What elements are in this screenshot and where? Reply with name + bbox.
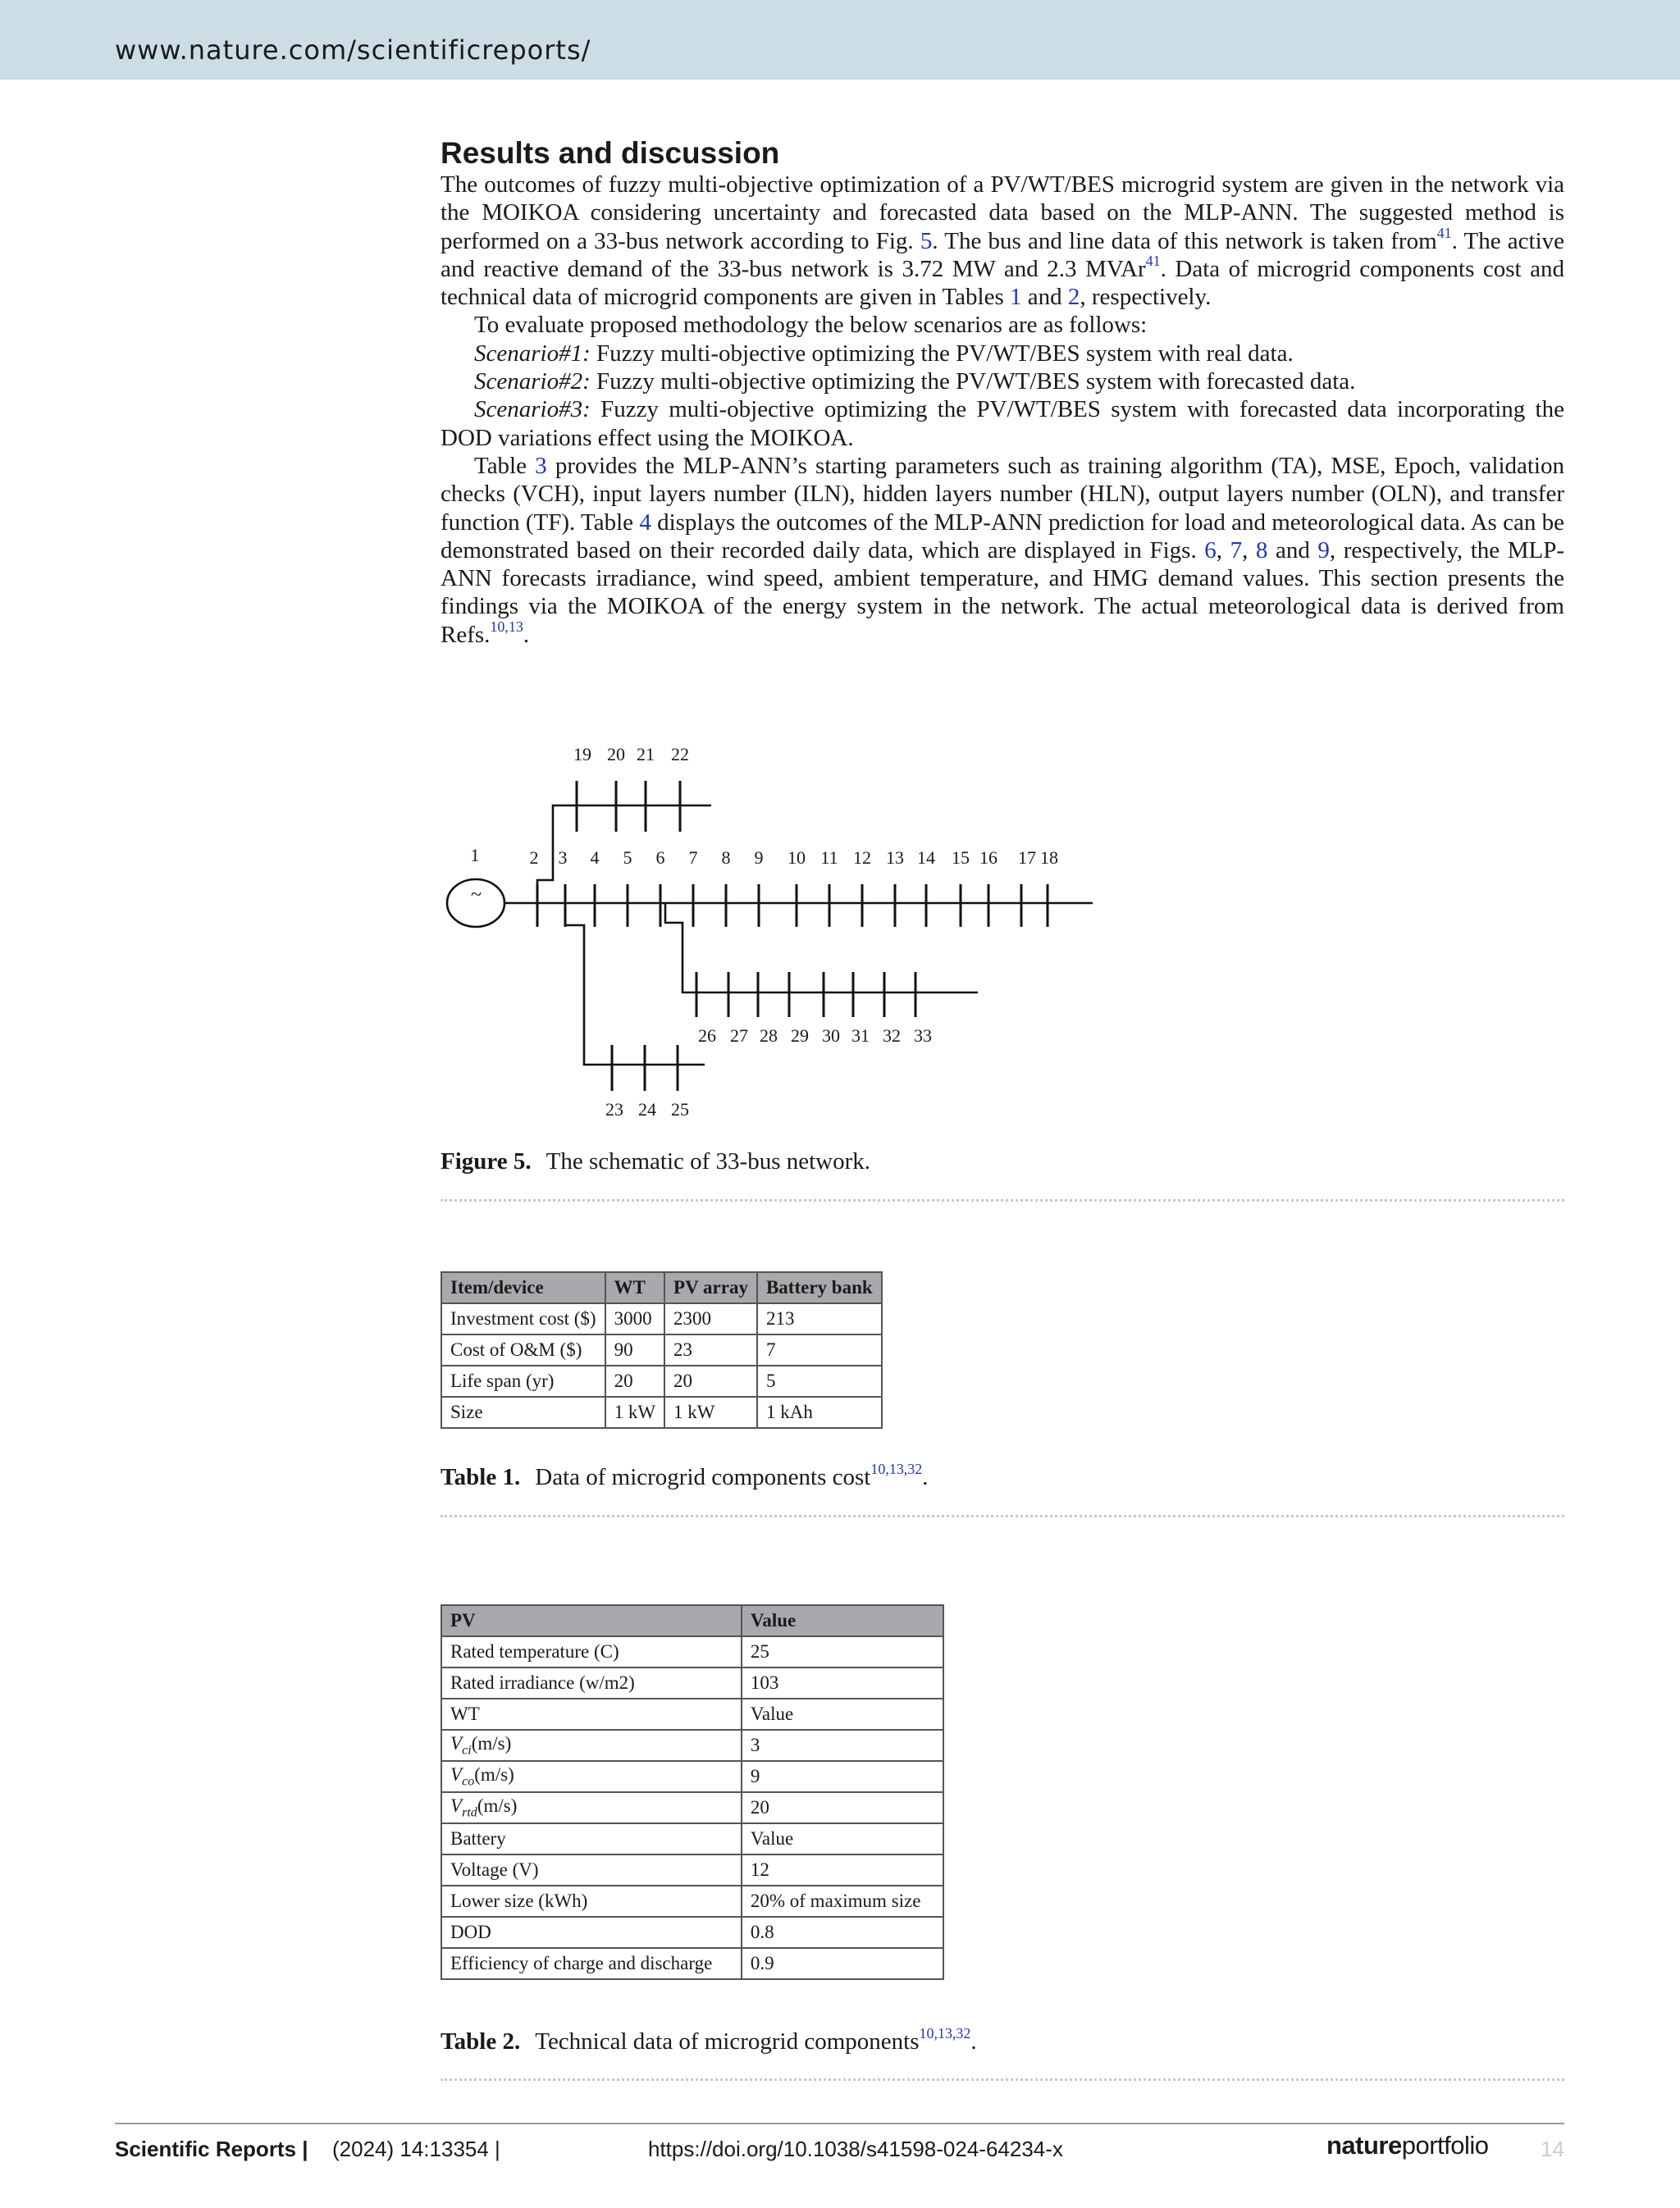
bus-label: 7 [688, 847, 698, 868]
text-run: . [922, 1464, 929, 1490]
table-cell: Rated irradiance (w/m2) [441, 1667, 742, 1699]
paragraph-1 [441, 171, 1564, 311]
table-cell: 20 [664, 1366, 757, 1397]
caption-label: Table 1. [441, 1464, 521, 1490]
table-cell: 3000 [605, 1303, 664, 1334]
bus-label: 32 [883, 1025, 901, 1046]
table-cell: 0.9 [742, 1948, 943, 1979]
separator [441, 1515, 1564, 1517]
paragraph-4 [441, 452, 1564, 649]
footer-journal: Scientific Reports | [115, 2137, 308, 2161]
table-row [441, 1761, 943, 1792]
figure-link[interactable]: 6 [1204, 536, 1217, 563]
header-url[interactable]: www.nature.com/scientificreports/ [115, 34, 591, 66]
text-run: provides the MLP-ANN’s starting parameters such as training algorithm (TA), MSE, Epoch, validation checks (VCH), input layers number (ILN), hidden layers number (HLN), output layers number (OLN), and transfer function (TF). Table [441, 452, 1564, 536]
text-run: The outcomes of fuzzy multi-objective optimization of a PV/WT/BES microgrid system are given in the network via the MOIKOA considering uncertainty and forecasted data based on the MLP-ANN. The suggested method is performed on a 33-bus network according to Fig. [441, 171, 1564, 254]
paragraph-2: To evaluate proposed methodology the below scenarios are as follows: [474, 312, 1148, 339]
bus-label: 27 [730, 1025, 748, 1046]
text-run: , respectively. [1080, 284, 1212, 311]
table-header-cell: WT [605, 1272, 664, 1303]
footer-volume: (2024) 14:13354 | [332, 2137, 500, 2161]
text-run: and [1267, 536, 1318, 563]
text-run: . Data of microgrid components cost and technical data of microgrid components are given in Tables [441, 255, 1564, 311]
table-header-cell: PV array [664, 1272, 757, 1303]
table-cell: Value [742, 1699, 943, 1730]
table-row [441, 1886, 943, 1917]
text-run: Fuzzy multi-objective optimizing the PV/WT/BES system with forecasted data. [590, 368, 1356, 395]
table-link[interactable]: 2 [1067, 284, 1080, 311]
bottom-branch-connector [565, 903, 705, 1065]
table-cell: $V_{rtd}(m/s)$ [441, 1792, 742, 1823]
table-row [441, 1303, 882, 1334]
bus-label: 1 [470, 845, 480, 865]
bus-label: 21 [637, 744, 655, 764]
reference-link[interactable]: 10,13,32 [919, 2025, 971, 2042]
table-cell: 12 [742, 1854, 943, 1886]
table-row [441, 1699, 943, 1730]
table-row [441, 1366, 882, 1397]
bus-label: 16 [979, 847, 998, 868]
table-row [441, 1636, 943, 1667]
footer-rule [115, 2123, 1564, 2124]
table-row [441, 1792, 943, 1823]
caption-text: The schematic of 33-bus network. [546, 1148, 871, 1175]
bus-label: 13 [886, 847, 904, 868]
separator [441, 2078, 1564, 2081]
table-cell: 1 kAh [757, 1397, 882, 1428]
table-1-caption [441, 1461, 929, 1491]
table-header-cell: Value [742, 1605, 943, 1636]
table-cell: Rated temperature (C) [441, 1636, 742, 1667]
text-run: Table [474, 452, 536, 479]
table-cell: 0.8 [742, 1917, 943, 1948]
table-cell: 213 [757, 1303, 882, 1334]
bus-label: 23 [605, 1099, 623, 1120]
text-run: displays the outcomes of the MLP-ANN prediction for load and meteorological data. As can be demonstrated based on their recorded daily data, which are displayed in Figs. [441, 509, 1564, 563]
bus-label: 30 [822, 1025, 840, 1046]
bus-label: 28 [760, 1025, 778, 1046]
bus-label: 31 [851, 1025, 870, 1046]
bus-label: 12 [853, 847, 871, 868]
table-cell: $V_{co}(m/s)$ [441, 1761, 742, 1792]
table-1 [441, 1271, 883, 1429]
table-row [441, 1730, 943, 1761]
figure-link[interactable]: 7 [1230, 536, 1243, 563]
scenario-label: Scenario#1: [474, 340, 591, 367]
bus-label: 33 [914, 1025, 932, 1046]
reference-link[interactable]: 41 [1436, 224, 1452, 241]
caption-text: Data of microgrid components cost [535, 1464, 871, 1490]
footer-doi-link[interactable]: https://doi.org/10.1038/s41598-024-64234-x [648, 2137, 1063, 2161]
table-link[interactable]: 4 [639, 509, 651, 536]
bus-label: 3 [558, 847, 568, 868]
generator-tilde: ~ [471, 884, 482, 906]
table-row [441, 1948, 943, 1979]
bus-label: 4 [590, 847, 600, 868]
table-cell: Value [742, 1823, 943, 1854]
scenario-2 [441, 367, 1564, 395]
table-cell: 3 [742, 1730, 943, 1761]
table-link[interactable]: 3 [535, 452, 547, 479]
bus-label: 14 [917, 847, 935, 868]
bus-label: 19 [573, 744, 591, 764]
figure-link[interactable]: 5 [920, 227, 933, 254]
caption-label: Table 2. [441, 2028, 521, 2055]
text-run: Fuzzy multi-objective optimizing the PV/WT/BES system with forecasted data incorporating the DOD variations effect using the MOIKOA. [441, 396, 1564, 451]
table-cell: Size [441, 1397, 605, 1428]
table-cell: 103 [742, 1667, 943, 1699]
text-run: , [1242, 536, 1256, 563]
table-cell: Cost of O&M ($) [441, 1334, 605, 1366]
bus-label: 20 [607, 744, 625, 764]
table-cell: 20% of maximum size [742, 1886, 943, 1917]
reference-link[interactable]: 41 [1145, 252, 1161, 269]
table-cell: WT [441, 1699, 742, 1730]
figure-link[interactable]: 8 [1255, 536, 1268, 563]
text-run: . [970, 2028, 977, 2055]
table-header-cell: PV [441, 1605, 742, 1636]
bus-label: 10 [788, 847, 806, 868]
caption-label: Figure 5. [441, 1148, 532, 1175]
table-header-cell: Battery bank [757, 1272, 882, 1303]
bus-label: 15 [952, 847, 970, 868]
table-cell: Efficiency of charge and discharge [441, 1948, 742, 1979]
caption-text: Technical data of microgrid components [535, 2028, 920, 2055]
bus-label: 24 [638, 1099, 656, 1120]
logo-text: nature [1326, 2131, 1402, 2160]
nature-portfolio-logo [1326, 2131, 1489, 2160]
bus-label: 29 [791, 1025, 809, 1046]
bus-label: 11 [820, 847, 838, 868]
table-cell: 20 [605, 1366, 664, 1397]
table-cell: 7 [757, 1334, 882, 1366]
table-cell: Life span (yr) [441, 1366, 605, 1397]
table-cell: 1 kW [605, 1397, 664, 1428]
bus-label: 17 [1018, 847, 1036, 868]
table-row [441, 1397, 882, 1428]
bus-network-diagram [441, 730, 1113, 1132]
table-row [441, 1823, 943, 1854]
bus-label: 22 [671, 744, 689, 764]
table-cell: 2300 [664, 1303, 757, 1334]
text-run: , respectively, the MLP-ANN forecasts irradiance, wind speed, ambient temperature, and HMG demand values. This section presents the findings via the MOIKOA of the energy system in the network. The actual meteorological data is derived from Refs. [441, 536, 1565, 648]
logo-text: portfolio [1401, 2131, 1489, 2160]
reference-link[interactable]: 10,13,32 [870, 1461, 923, 1478]
table-2 [441, 1604, 944, 1980]
table-cell: $V_{ci}(m/s)$ [441, 1730, 742, 1761]
table-cell: 90 [605, 1334, 664, 1366]
text-run: . [523, 621, 530, 648]
table-row [441, 1917, 943, 1948]
scenario-3 [441, 395, 1564, 452]
page-number: 14 [1541, 2137, 1564, 2161]
bus-label: 9 [754, 847, 764, 868]
table-row [441, 1854, 943, 1886]
table-header-cell: Item/device [441, 1272, 605, 1303]
table-cell: DOD [441, 1917, 742, 1948]
text-run: and [1021, 284, 1068, 311]
body-text [441, 171, 1564, 649]
table-link[interactable]: 1 [1010, 284, 1022, 311]
table-row [441, 1334, 882, 1366]
bus-label: 18 [1040, 847, 1058, 868]
figure-5-caption [441, 1148, 870, 1175]
separator [441, 1199, 1564, 1202]
table-cell: Battery [441, 1823, 742, 1854]
table-cell: 9 [742, 1761, 943, 1792]
text-run: . The active and reactive demand of the 33-bus network is 3.72 MW and 2.3 MVAr [441, 227, 1565, 282]
table-cell: Voltage (V) [441, 1854, 742, 1886]
table-cell: 25 [742, 1636, 943, 1667]
text-run: . The bus and line data of this network is taken from [932, 227, 1437, 254]
reference-link[interactable]: 10,13 [490, 618, 523, 635]
scenario-label: Scenario#2: [474, 368, 591, 395]
scenario-label: Scenario#3: [474, 396, 591, 423]
bus-label: 5 [623, 847, 632, 868]
bus-label: 2 [529, 847, 539, 868]
table-cell: Lower size (kWh) [441, 1886, 742, 1917]
table-cell: 23 [664, 1334, 757, 1366]
table-2-caption [441, 2025, 977, 2055]
bus-label: 26 [698, 1025, 716, 1046]
bus-label: 6 [655, 847, 665, 868]
table-cell: 20 [742, 1792, 943, 1823]
table-cell: 1 kW [664, 1397, 757, 1428]
text-run: Fuzzy multi-objective optimizing the PV/WT/BES system with real data. [590, 340, 1294, 367]
figure-link[interactable]: 9 [1317, 536, 1330, 563]
table-cell: Investment cost ($) [441, 1303, 605, 1334]
bus-label: 25 [671, 1099, 689, 1120]
scenario-1 [441, 340, 1564, 367]
text-run: , [1216, 536, 1230, 563]
lower-branch-connector [665, 903, 978, 992]
section-title: Results and discussion [441, 136, 780, 170]
table-row [441, 1667, 943, 1699]
bus-label: 8 [721, 847, 731, 868]
table-cell: 5 [757, 1366, 882, 1397]
